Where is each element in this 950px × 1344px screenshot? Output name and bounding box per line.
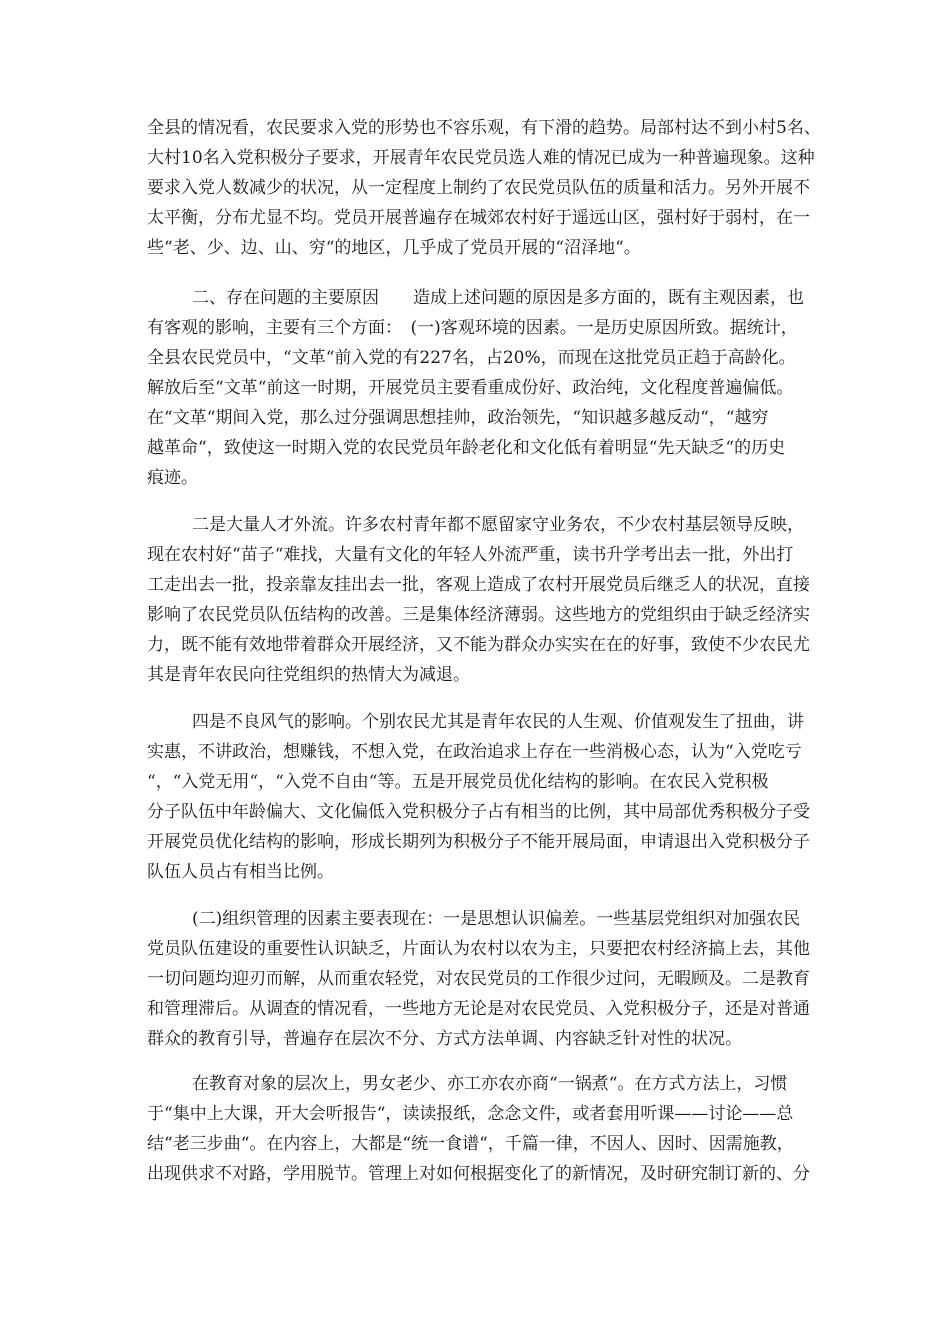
- text-line: 二、存在问题的主要原因 造成上述问题的原因是多方面的，既有主观因素，也: [192, 288, 804, 308]
- paragraph-1: [147, 113, 821, 263]
- text-line: 党员队伍建设的重要性认识缺乏，片面认为农村以农为主，只要把农村经济搞上去，其他: [147, 939, 810, 959]
- text-line: 和管理滞后。从调查的情况看，一些地方无论是对农民党员、入党积极分子，还是对普通: [147, 999, 810, 1019]
- text-line: 在“文革“期间入党，那么过分强调思想挂帅，政治领先，“知识越多越反动“，“越穷: [147, 408, 769, 428]
- text-line: 四是不良风气的影响。个别农民尤其是青年农民的人生观、价值观发生了扭曲，讲: [192, 712, 804, 732]
- text-line: 影响了农民党员队伍结构的改善。三是集体经济薄弱。这些地方的党组织由于缺乏经济实: [147, 605, 810, 625]
- text-line: 二是大量人才外流。许多农村青年都不愿留家守业务农，不少农村基层领导反映，: [192, 515, 804, 535]
- text-line: 全县农民党员中，“文革“前入党的有227名，占20%，而现在这批党员正趋于高龄化。: [147, 348, 796, 368]
- text-line: 在教育对象的层次上，男女老少、亦工亦农亦商“一锅煮“。在方式方法上，习惯: [192, 1074, 788, 1094]
- text-line: 越革命“，致使这一时期入党的农民党员年龄老化和文化低有着明显“先天缺乏“的历史: [147, 438, 786, 458]
- text-line: 工走出去一批，投亲靠友挂出去一批，客观上造成了农村开展党员后继乏人的状况，直接: [147, 575, 810, 595]
- text-line: 有客观的影响，主要有三个方面： (一)客观环境的因素。一是历史原因所致。据统计，: [147, 318, 798, 338]
- text-line: 现在农村好“苗子“难找，大量有文化的年轻人外流严重，读书升学考出去一批，外出打: [147, 545, 794, 565]
- text-line: 于“集中上大课，开大会听报告“，读读报纸，念念文件，或者套用听课——讨论——总: [147, 1104, 794, 1124]
- text-line: 其是青年农民向往党组织的热情大为减退。: [147, 665, 470, 685]
- text-line: 痕迹。: [147, 468, 198, 488]
- text-line: “，“入党无用“，“入党不自由“等。五是开展党员优化结构的影响。在农民入党积极: [147, 772, 769, 792]
- text-line: 开展党员优化结构的影响，形成长期列为积极分子不能开展局面，申请退出入党积极分子: [147, 832, 810, 852]
- text-line: 全县的情况看，农民要求入党的形势也不容乐观，有下滑的趋势。局部村达不到小村5名、: [147, 118, 821, 138]
- text-line: 结“老三步曲“。在内容上，大都是“统一食谱“，千篇一律，不因人、因时、因需施教，: [147, 1134, 794, 1154]
- text-line: 些“老、少、边、山、穷“的地区，几乎成了党员开展的“沼泽地“。: [147, 238, 641, 258]
- text-line: 实惠，不讲政治，想赚钱，不想入党，在政治追求上存在一些消极心态，认为“入党吃亏: [147, 742, 802, 762]
- text-line: 力，既不能有效地带着群众开展经济，又不能为群众办实实在在的好事，致使不少农民尤: [147, 635, 810, 655]
- text-line: (二)组织管理的因素主要表现在：一是思想认识偏差。一些基层党组织对加强农民: [192, 909, 801, 929]
- text-line: 队伍人员占有相当比例。: [147, 862, 334, 882]
- text-line: 分子队伍中年龄偏大、文化偏低入党积极分子占有相当的比例，其中局部优秀积极分子受: [147, 802, 810, 822]
- text-line: 要求入党人数减少的状况，从一定程度上制约了农民党员队伍的质量和活力。另外开展不: [147, 178, 810, 198]
- text-line: 太平衡，分布尤显不均。党员开展普遍存在城郊农村好于遥远山区，强村好于弱村，在一: [147, 208, 810, 228]
- paragraph-6: [147, 1069, 810, 1189]
- paragraph-3: [147, 510, 810, 690]
- text-line: 解放后至“文革“前这一时期，开展党员主要看重成份好、政治纯，文化程度普遍偏低。: [147, 378, 794, 398]
- paragraph-5: [147, 904, 810, 1054]
- paragraph-4: [147, 707, 810, 887]
- paragraph-2: [147, 283, 807, 493]
- text-line: 大村10名入党积极分子要求，开展青年农民党员选人难的情况已成为一种普遍现象。这种: [147, 148, 815, 168]
- text-line: 群众的教育引导，普遍存在层次不分、方式方法单调、内容缺乏针对性的状况。: [147, 1029, 742, 1049]
- text-line: 出现供求不对路，学用脱节。管理上对如何根据变化了的新情况，及时研究制订新的、分: [147, 1164, 810, 1184]
- text-line: 一切问题均迎刃而解，从而重农轻党，对农民党员的工作很少过问，无暇顾及。二是教育: [147, 969, 810, 989]
